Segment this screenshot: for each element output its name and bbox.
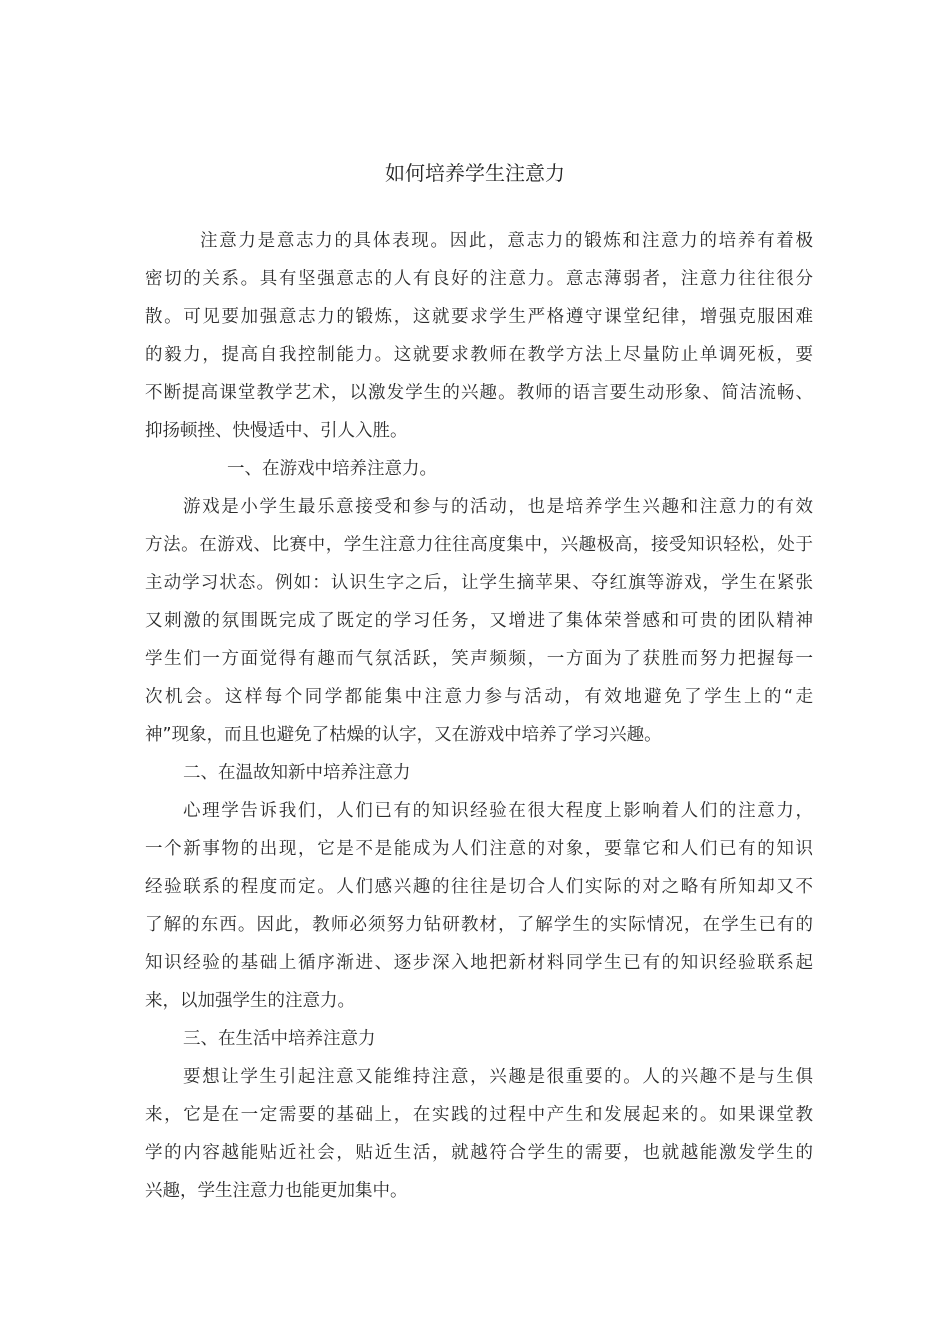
paragraph-line: 要想让学生引起注意又能维持注意，兴趣是很重要的。人的兴趣不是与生俱 [183, 1067, 813, 1087]
section-heading: 二、在温故知新中培养注意力 [183, 763, 411, 783]
paragraph-line: 学生们一方面觉得有趣而气氛活跃，笑声频频，一方面为了获胜而努力把握每一 [145, 649, 813, 669]
paragraph-line: 又刺激的氛围既完成了既定的学习任务，又增进了集体荣誉感和可贵的团队精神 [145, 611, 813, 631]
paragraph-line: 来，以加强学生的注意力。 [145, 991, 355, 1011]
paragraph-line: 了解的东西。因此，教师必须努力钻研教材，了解学生的实际情况，在学生已有的 [145, 915, 813, 935]
section-heading: 一、在游戏中培养注意力。 [227, 459, 437, 479]
paragraph-line: 散。可见要加强意志力的锻炼，这就要求学生严格遵守课堂纪律，增强克服困难 [145, 307, 813, 327]
paragraph-line: 密切的关系。具有坚强意志的人有良好的注意力。意志薄弱者，注意力往往很分 [145, 269, 813, 289]
paragraph-line: 的毅力，提高自我控制能力。这就要求教师在教学方法上尽量防止单调死板，要 [145, 345, 813, 365]
paragraph-line: 神”现象，而且也避免了枯燥的认字，又在游戏中培养了学习兴趣。 [145, 725, 662, 745]
paragraph-line: 主动学习状态。例如：认识生字之后，让学生摘苹果、夺红旗等游戏，学生在紧张 [145, 573, 813, 593]
paragraph-line: 不断提高课堂教学艺术，以激发学生的兴趣。教师的语言要生动形象、简洁流畅、 [145, 383, 813, 403]
paragraph-line: 兴趣，学生注意力也能更加集中。 [145, 1181, 408, 1201]
paragraph-line: 次机会。这样每个同学都能集中注意力参与活动，有效地避免了学生上的“走 [145, 687, 813, 707]
paragraph-line: 经验联系的程度而定。人们感兴趣的往往是切合人们实际的对之略有所知却又不 [145, 877, 813, 897]
paragraph-line: 知识经验的基础上循序渐进、逐步深入地把新材料同学生已有的知识经验联系起 [145, 953, 813, 973]
section-heading: 三、在生活中培养注意力 [183, 1029, 376, 1049]
paragraph-line: 方法。在游戏、比赛中，学生注意力往往高度集中，兴趣极高，接受知识轻松，处于 [145, 535, 813, 555]
paragraph-line: 来，它是在一定需要的基础上，在实践的过程中产生和发展起来的。如果课堂教 [145, 1105, 813, 1125]
paragraph-line: 游戏是小学生最乐意接受和参与的活动，也是培养学生兴趣和注意力的有效 [183, 497, 813, 517]
document-title: 如何培养学生注意力 [385, 161, 565, 185]
paragraph-line: 注意力是意志力的具体表现。因此，意志力的锻炼和注意力的培养有着极 [200, 231, 813, 251]
paragraph-line: 心理学告诉我们，人们已有的知识经验在很大程度上影响着人们的注意力， [183, 801, 813, 821]
paragraph-line: 学的内容越能贴近社会，贴近生活，就越符合学生的需要，也就越能激发学生的 [145, 1143, 813, 1163]
paragraph-line: 抑扬顿挫、快慢适中、引人入胜。 [145, 421, 408, 441]
paragraph-line: 一个新事物的出现，它是不是能成为人们注意的对象，要靠它和人们已有的知识 [145, 839, 813, 859]
